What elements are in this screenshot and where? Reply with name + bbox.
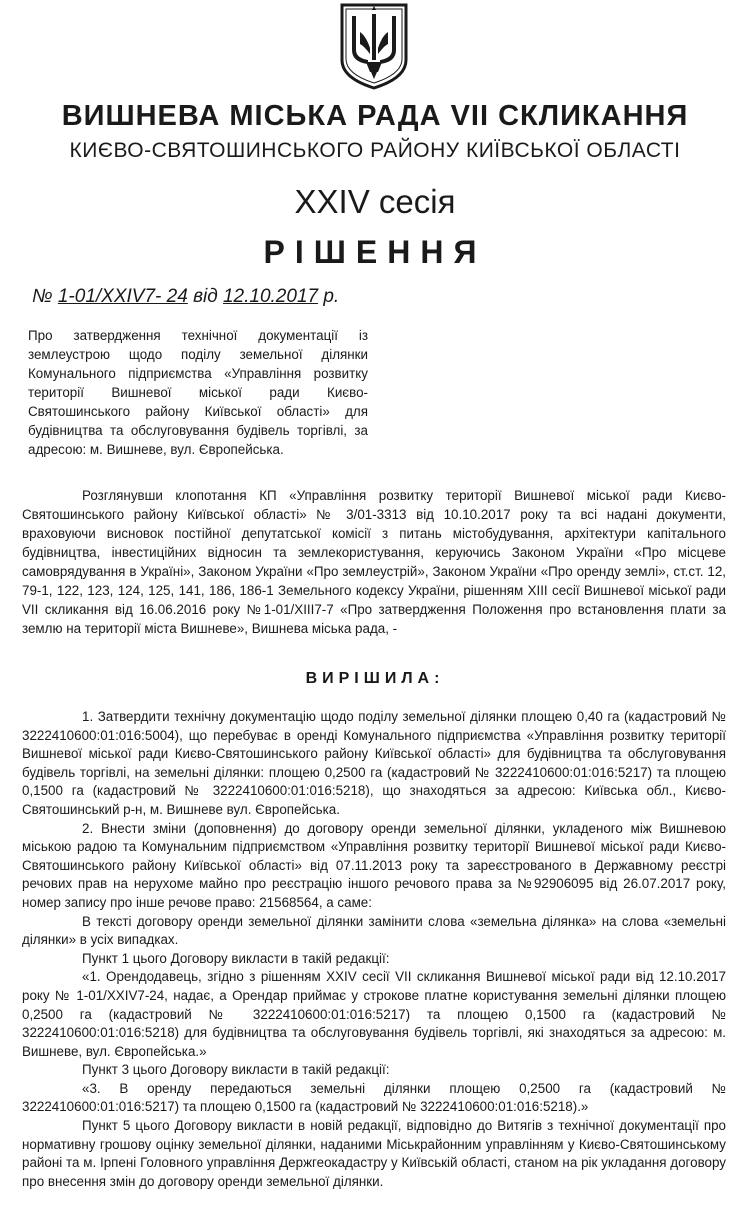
trident-coat-of-arms-icon: [338, 2, 410, 90]
council-name: ВИШНЕВА МІСЬКА РАДА VII СКЛИКАННЯ: [61, 100, 689, 132]
body-paragraph: «3. В оренду передаються земельні ділянки площею 0,2500 га (кадастровий № 3222410600:01:016:5217) та площею 0,1500 га (кадастровий № 3222410600:01:016:5218).»: [22, 1080, 726, 1115]
body-paragraph: В тексті договору оренди земельної ділянки замінити слова «земельна ділянка» на слова «земельні ділянки» в усіх випадках.: [22, 913, 726, 948]
body-paragraph: 1. Затвердити технічну документацію щодо поділу земельної ділянки площею 0,40 га (кадастровий № 3222410600:01:016:5004), що перебуває в оренді Комунального підприємства «Управління розвитку території Вишневої міської ради Києво-Святошинського району Київської області» для будівництва та обслуговування будівель торгівлі, на земельні ділянки: площею 0,2500 га (кадастровий № 3222410600:01:016:5217) та площею 0,1500 га (кадастровий № 3222410600:01:016:5218), що знаходяться за адресою: Київська обл., Києво-Святошинський р-н, м. Вишневе вул. Європейська.: [22, 709, 726, 817]
year-suffix: р.: [323, 286, 340, 307]
decision-number: 1-01/XXIV7- 24: [57, 286, 188, 307]
session-title: XXIV сесія: [294, 183, 456, 220]
decision-subject: Про затвердження технічної документації із землеустрою щодо поділу земельної ділянки Комунального підприємства «Управління розвитку території Вишневої міської ради Києво-Святошинського району Київської області» для будівництва та обслуговування будівель торгівлі, за адресою: м. Вишневе, вул. Європейська.: [28, 328, 368, 457]
number-label: №: [32, 286, 53, 307]
document-type-title: РІШЕННЯ: [263, 234, 487, 270]
body-paragraph: Пункт 1 цього Договору викласти в такій редакції:: [82, 950, 390, 966]
body-paragraph: 2. Внести зміни (доповнення) до договору оренди земельної ділянки, укладеного між Вишневою міською радою та Комунальним підприємством «Управління розвитку території Вишневої міської ради Києво-Святошинського району Київської області» від 07.11.2013 року та зареєстрованого в Державному реєстрі речових прав на нерухоме майно про реєстрацію іншого речового права за №92906095 від 26.07.2017 року, номер запису про інше речове право: 21568564, а саме:: [22, 820, 726, 910]
body-paragraph: Пункт 3 цього Договору викласти в такій редакції:: [82, 1062, 390, 1078]
body-paragraph: «1. Орендодавець, згідно з рішенням XXIV сесії VII скликання Вишневої міської ради від 12.10.2017 року № 1-01/XXIV7-24, надає, а Орендар приймає у строкове платне користування земельні ділянки площею 0,2500 га (кадастровий № 3222410600:01:016:5217) та площею 0,1500 га (кадастровий № 3222410600:01:016:5218) для будівництва та обслуговування будівель торгівлі, які знаходяться за адресою: м. Вишневе, вул. Європейська.»: [22, 969, 726, 1059]
decision-number-line: [32, 284, 339, 310]
decision-date: 12.10.2017: [222, 286, 319, 307]
preamble: [22, 486, 726, 638]
decided-heading: ВИРІШИЛА:: [305, 670, 445, 687]
body-paragraph: Пункт 5 цього Договору викласти в новій редакції, відповідно до Витягів з технічної документації про нормативну грошову оцінку земельної ділянки, наданими Міськрайонним управлінням у Києво-Святошинському районі та м. Ірпені Головного управління Держгеокадастру у Київській області, станом на рік укладання договору про внесення змін до договору оренди земельної ділянки.: [22, 1118, 726, 1189]
preamble-text: Розглянувши клопотання КП «Управління розвитку території Вишневої міської ради Києво-Святошинського району Київської області» № 3/01-3313 від 10.10.2017 року та всі надані документи, враховуючи висновок постійної депутатської комісії з питань містобудування, архітектури капітального будівництва, інвестиційних відносин та землекористування, керуючись Законом України «Про місцеве самоврядування в Україні», Законом України «Про землеустрій», Законом України «Про оренду землі», ст.ст. 12, 79-1, 122, 123, 124, 125, 141, 186, 186-1 Земельного кодексу України, рішенням XIII сесії Вишневої міської ради VII скликання від 16.06.2016 року №1-01/XIII7-7 «Про затвердження Положення про встановлення плати за землю на території міста Вишневе», Вишнева міська рада, -: [22, 488, 726, 636]
date-label: від: [193, 286, 218, 307]
district-name: КИЄВО-СВЯТОШИНСЬКОГО РАЙОНУ КИЇВСЬКОЇ ОБЛАСТІ: [69, 139, 681, 162]
decision-body: [22, 708, 726, 1191]
